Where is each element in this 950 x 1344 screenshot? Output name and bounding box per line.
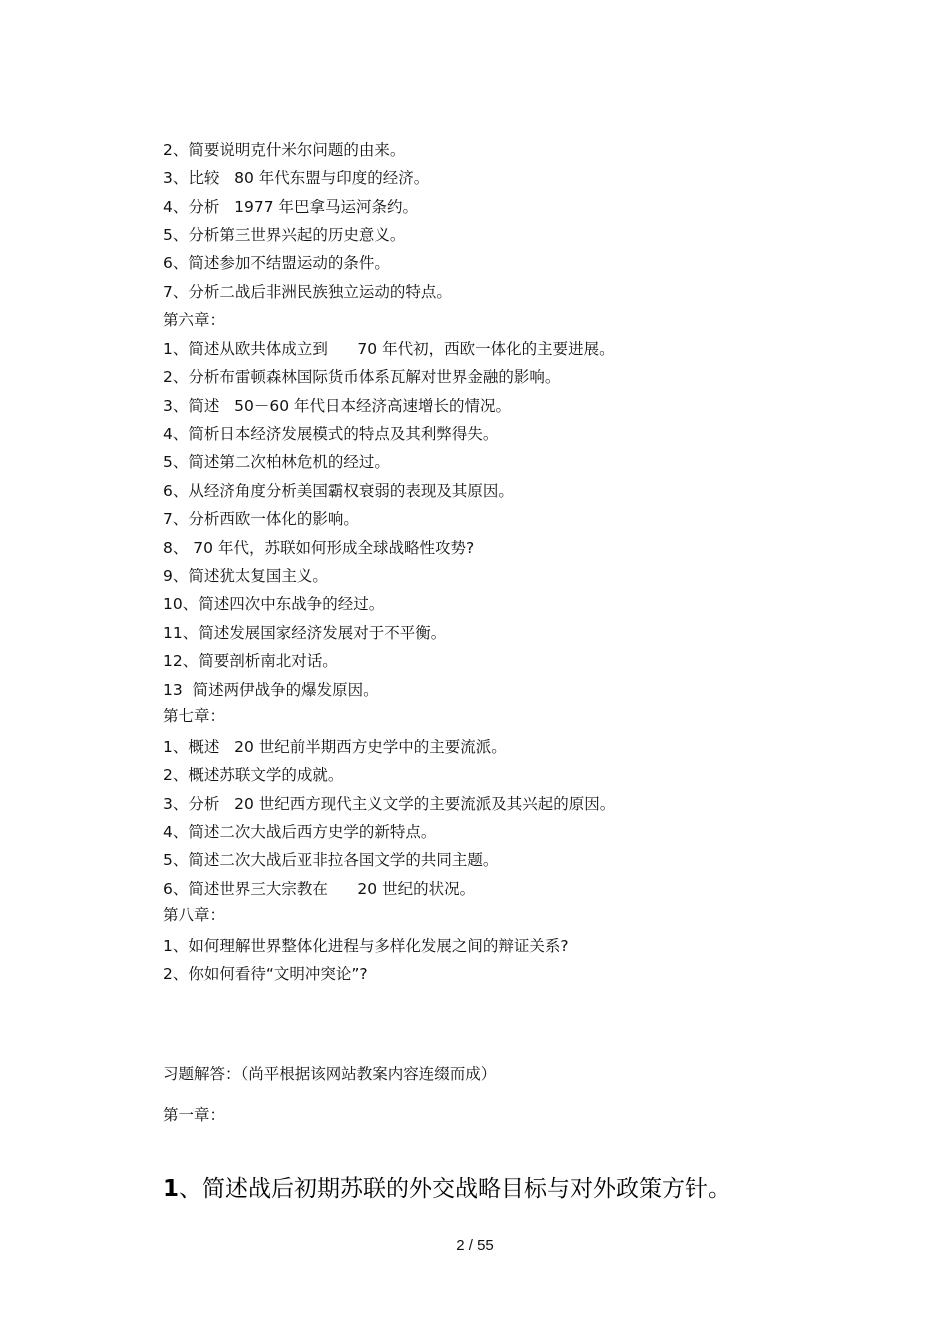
question-line: 2、你如何看待“文明冲突论”? [163, 965, 368, 983]
question-line: 3、简述 50－60 年代日本经济高速增长的情况。 [163, 397, 512, 415]
answers-title: 习题解答：（尚平根据该网站教案内容连缀而成） [163, 1065, 497, 1083]
question-line: 5、简述二次大战后亚非拉各国文学的共同主题。 [163, 851, 499, 869]
question-line: 12、简要剖析南北对话。 [163, 652, 338, 670]
question-line: 1、如何理解世界整体化进程与多样化发展之间的辩证关系? [163, 937, 569, 955]
question-line: 8、 70 年代，苏联如何形成全球战略性攻势? [163, 539, 475, 557]
question-line: 2、分析布雷顿森林国际货币体系瓦解对世界金融的影响。 [163, 368, 561, 386]
question-line: 4、简述二次大战后西方史学的新特点。 [163, 823, 437, 841]
question-line: 5、分析第三世界兴起的历史意义。 [163, 226, 406, 244]
question-line: 5、简述第二次柏林危机的经过。 [163, 453, 390, 471]
chapter-heading: 第七章： [163, 707, 226, 725]
question-line: 6、简述世界三大宗教在 20 世纪的状况。 [163, 880, 476, 898]
question-line: 7、分析二战后非洲民族独立运动的特点。 [163, 283, 452, 301]
heading-text: 、简述战后初期苏联的外交战略目标与对外政策方针。 [179, 1176, 732, 1202]
question-line: 2、概述苏联文学的成就。 [163, 766, 344, 784]
section-heading [163, 1174, 731, 1204]
question-line: 9、简述犹太复国主义。 [163, 567, 328, 585]
chapter-heading: 第六章： [163, 311, 226, 329]
question-line: 4、分析 1977 年巴拿马运河条约。 [163, 198, 419, 216]
question-line: 11、简述发展国家经济发展对于不平衡。 [163, 624, 447, 642]
question-line: 7、分析西欧一体化的影响。 [163, 510, 359, 528]
chapter-heading: 第八章： [163, 906, 226, 924]
question-line: 3、比较 80 年代东盟与印度的经济。 [163, 169, 430, 187]
question-line: 1、简述从欧共体成立到 70 年代初，西欧一体化的主要进展。 [163, 340, 615, 358]
chapter-heading: 第一章： [163, 1106, 226, 1124]
question-line: 10、简述四次中东战争的经过。 [163, 595, 385, 613]
page-number: 2 / 55 [456, 1237, 494, 1254]
heading-number: 1 [163, 1176, 180, 1202]
question-line: 13 简述两伊战争的爆发原因。 [163, 681, 379, 699]
question-line: 6、简述参加不结盟运动的条件。 [163, 254, 390, 272]
question-line: 1、概述 20 世纪前半期西方史学中的主要流派。 [163, 738, 507, 756]
question-line: 2、简要说明克什米尔问题的由来。 [163, 141, 406, 159]
question-line: 4、简析日本经济发展模式的特点及其利弊得失。 [163, 425, 499, 443]
question-line: 3、分析 20 世纪西方现代主义文学的主要流派及其兴起的原因。 [163, 795, 616, 813]
question-line: 6、从经济角度分析美国霸权衰弱的表现及其原因。 [163, 482, 514, 500]
